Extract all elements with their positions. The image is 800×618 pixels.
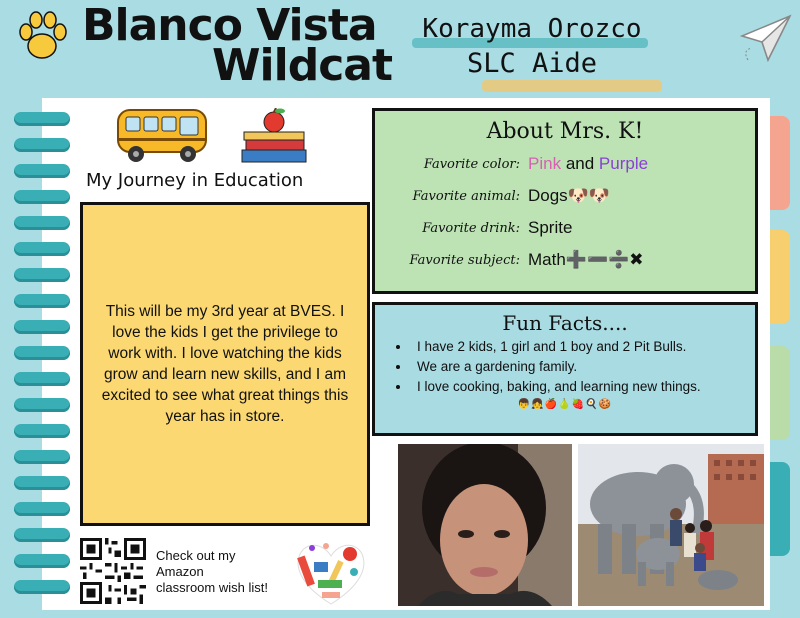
fun-facts-card <box>372 302 758 436</box>
staff-role: SLC Aide <box>466 48 598 79</box>
divider-tab-red <box>770 116 790 210</box>
school-name <box>82 0 392 91</box>
favorite-subject-value: Math➕➖➗✖ <box>528 250 644 269</box>
story-text: This will be my 3rd year at BVES. I love the kids I get the privilege to work with. I love watching the kids grow and learn new skills, and I am excited to see what great things this year has in store. <box>101 303 349 425</box>
header <box>0 0 800 98</box>
portrait-photo <box>398 444 572 606</box>
divider-tab-teal <box>770 462 790 556</box>
about-card <box>372 108 758 294</box>
fun-facts-title: Fun Facts.... <box>502 311 628 335</box>
divider-tab-yellow <box>770 230 790 324</box>
school-name-line2: Wildcat <box>212 40 392 91</box>
spiral-ring <box>14 138 70 152</box>
journey-title: My Journey in Education <box>86 170 304 191</box>
color-pink: Pink <box>528 154 562 173</box>
spiral-ring <box>14 372 70 386</box>
favorite-color-value <box>528 154 648 174</box>
favorite-animal-label: Favorite animal: <box>412 188 520 204</box>
about-title: About Mrs. K! <box>486 119 644 144</box>
spiral-ring <box>14 346 70 360</box>
fun-fact-item: • I love cooking, baking, and learning new things. <box>411 377 755 397</box>
favorite-subject-row <box>375 244 755 276</box>
story-card <box>80 202 370 526</box>
fun-facts-emojis: 👦👧🍎🍐🍓🍳🍪 <box>517 399 613 410</box>
qr-code[interactable] <box>80 538 146 604</box>
fun-fact-item: • We are a gardening family. <box>411 357 755 377</box>
wishlist-line3: classroom wish list! <box>156 580 268 595</box>
role-highlight <box>482 80 662 92</box>
school-name-line1: Blanco Vista <box>82 0 377 51</box>
wishlist-line1: Check out my <box>156 548 236 563</box>
favorite-animal-row <box>375 180 755 212</box>
spiral-ring <box>14 580 70 594</box>
staff-name-block <box>412 14 652 79</box>
wishlist-text <box>156 548 268 596</box>
spiral-ring <box>14 398 70 412</box>
family-elephant-photo <box>578 444 764 606</box>
spiral-ring <box>14 320 70 334</box>
school-supplies-icon <box>292 536 370 608</box>
spiral-ring <box>14 528 70 542</box>
fun-fact-item: • I have 2 kids, 1 girl and 1 boy and 2 Pit Bulls. <box>411 337 755 357</box>
favorite-drink-label: Favorite drink: <box>422 220 520 236</box>
spiral-ring <box>14 268 70 282</box>
favorite-color-label: Favorite color: <box>423 156 520 172</box>
spiral-ring <box>14 502 70 516</box>
favorite-drink-value: Sprite <box>528 218 573 237</box>
spiral-ring <box>14 424 70 438</box>
spiral-ring <box>14 294 70 308</box>
fun-facts-list <box>375 337 755 397</box>
divider-tab-green <box>770 346 790 440</box>
spiral-ring <box>14 242 70 256</box>
spiral-ring <box>14 164 70 178</box>
staff-name: Korayma Orozco <box>422 14 642 44</box>
color-and: and <box>565 154 595 173</box>
paw-icon <box>14 8 70 64</box>
spiral-ring <box>14 450 70 464</box>
color-purple: Purple <box>598 154 649 173</box>
favorite-subject-label: Favorite subject: <box>409 252 520 268</box>
spiral-ring <box>14 554 70 568</box>
paper-plane-icon <box>738 10 794 66</box>
spiral-ring <box>14 112 70 126</box>
spiral-ring <box>14 476 70 490</box>
favorite-animal-value: Dogs🐶🐶 <box>528 186 611 205</box>
spiral-ring <box>14 216 70 230</box>
wishlist-line2: Amazon <box>156 564 204 579</box>
favorite-color-row <box>375 148 755 180</box>
spiral-ring <box>14 190 70 204</box>
favorite-drink-row <box>375 212 755 244</box>
school-bus-icon <box>114 104 212 166</box>
books-apple-icon <box>238 108 310 166</box>
